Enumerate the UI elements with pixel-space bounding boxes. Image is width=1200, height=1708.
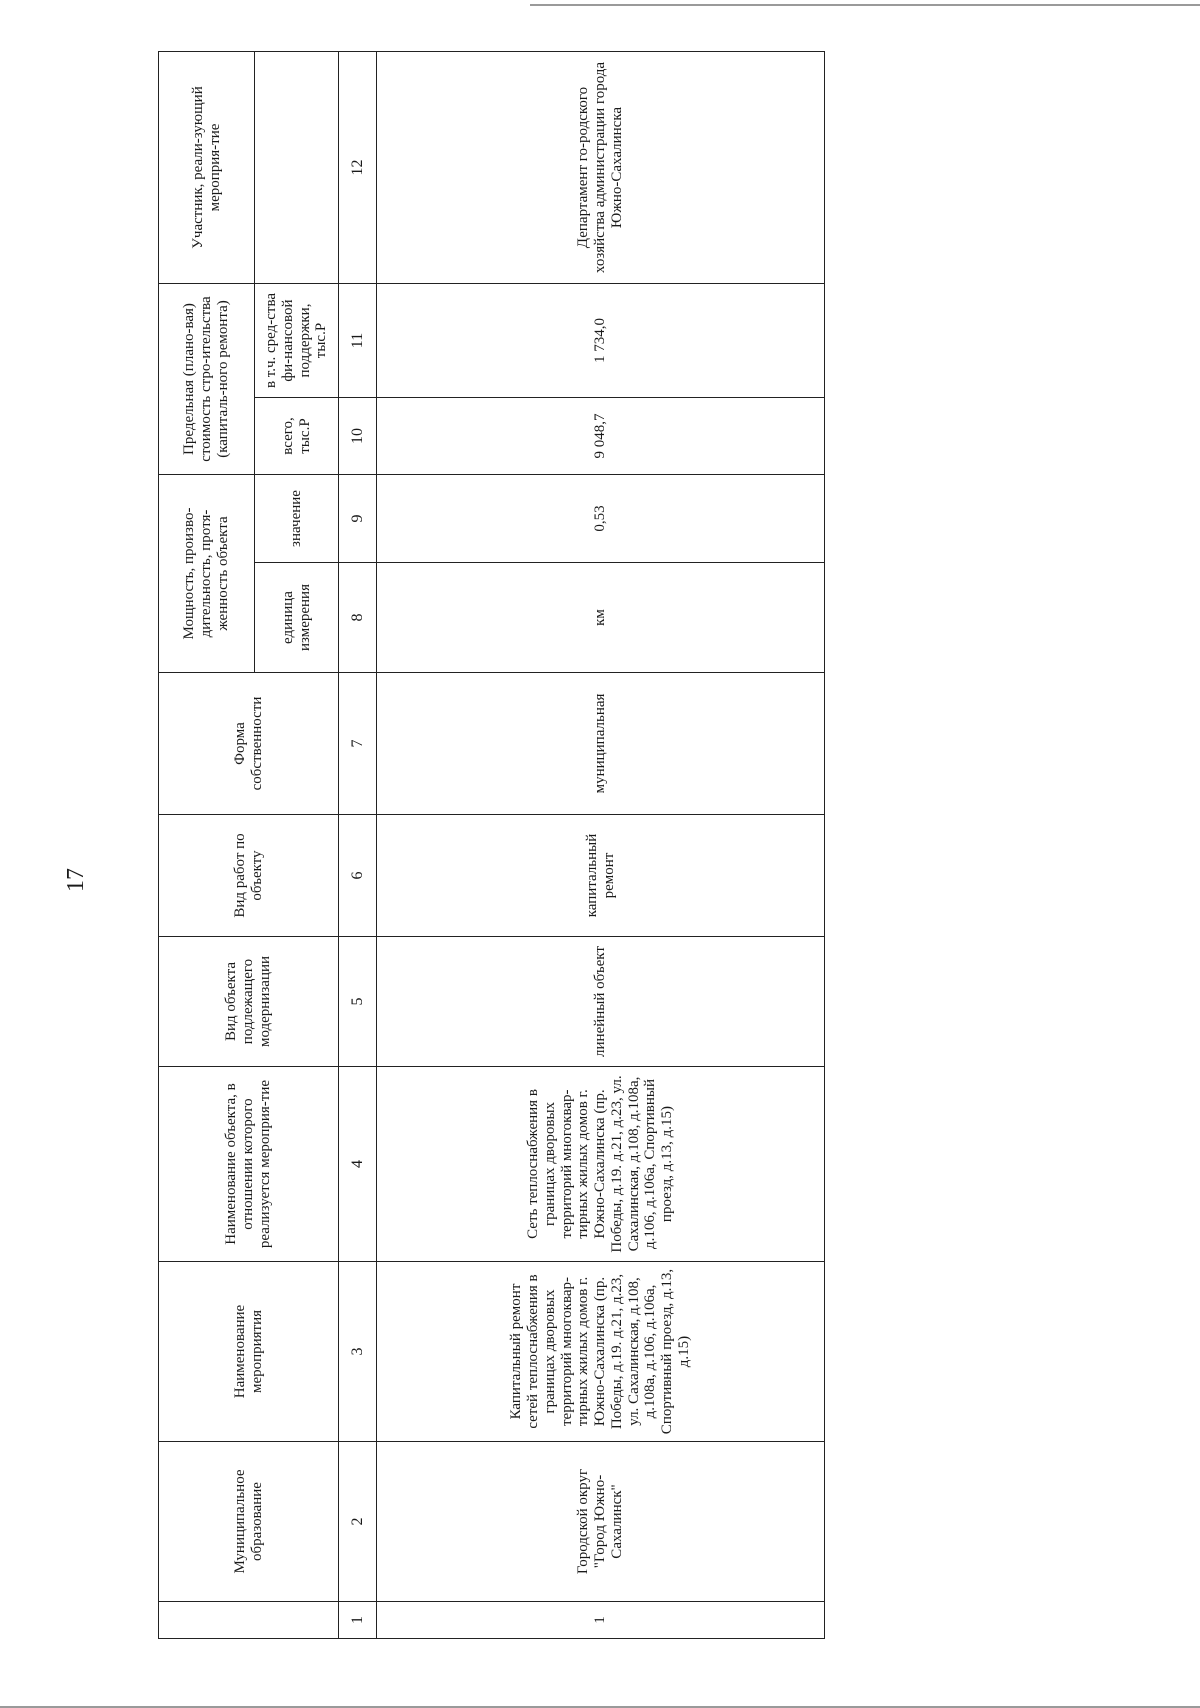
- table-container: [158, 52, 824, 1639]
- header-capacity-value: значение: [255, 475, 339, 563]
- header-cost-group: Предельная (плано-вая) стоимость стро-ительства (капиталь-ного ремонта): [159, 284, 255, 475]
- column-number: 9: [339, 475, 377, 563]
- row-activity-name: Капитальный ремонт сетей теплоснабжения в границах дворовых территорий многоквар-тирных жилых домов г. Южно-Сахалинска (пр. Победы, д.19. д.21, д.23, ул. Сахалинская, д.108, д.108а, д.106, д.106а, Спортивный проезд, д.13, д.15): [377, 1262, 825, 1442]
- column-number: 12: [339, 52, 377, 284]
- header-ownership: Форма собственности: [159, 673, 339, 815]
- header-capacity-unit: единица измерения: [255, 563, 339, 673]
- header-activity-name: Наименование мероприятия: [159, 1262, 339, 1442]
- row-cost-total: 9 048,7: [377, 398, 825, 475]
- column-number-row: [339, 52, 377, 1639]
- column-number: 3: [339, 1262, 377, 1442]
- row-ownership: муниципальная: [377, 673, 825, 815]
- column-number: 10: [339, 398, 377, 475]
- column-number: 11: [339, 284, 377, 398]
- header-object-type: Вид объекта подлежащего модернизации: [159, 937, 339, 1067]
- header-cost-total: всего, тыс.Р: [255, 398, 339, 475]
- header-object-name: Наименование объекта, в отношении которого реализуется мероприя-тие: [159, 1067, 339, 1262]
- program-activity-table: [158, 51, 825, 1639]
- header-participant-blank: [255, 52, 339, 284]
- header-municipality: Муниципальное образование: [159, 1442, 339, 1602]
- header-participant: Участник, реали-зующий мероприя-тие: [159, 52, 255, 284]
- scan-edge-top: [530, 4, 1200, 6]
- row-capacity-unit: км: [377, 563, 825, 673]
- header-index: [159, 1602, 339, 1639]
- rotated-table-frame: [158, 52, 824, 1639]
- column-number: 6: [339, 815, 377, 937]
- header-work-type: Вид работ по объекту: [159, 815, 339, 937]
- row-object-type: линейный объект: [377, 937, 825, 1067]
- column-number: 5: [339, 937, 377, 1067]
- column-number: 1: [339, 1602, 377, 1639]
- header-capacity-group: Мощность, произво-дительность, протя-женность объекта: [159, 475, 255, 673]
- page-number: 17: [62, 868, 89, 892]
- column-number: 4: [339, 1067, 377, 1262]
- row-index: 1: [377, 1602, 825, 1639]
- row-capacity-value: 0,53: [377, 475, 825, 563]
- row-work-type: капитальный ремонт: [377, 815, 825, 937]
- row-object-name: Сеть теплоснабжения в границах дворовых территорий многоквар-тирных жилых домов г. Южно-Сахалинска (пр. Победы, д.19. д.21, д.23, ул. Сахалинская, д.108, д.108а, д.106, д.106а, Спортивный проезд, д.13, д.15): [377, 1067, 825, 1262]
- table-row: [377, 52, 825, 1639]
- row-participant: Департамент го-родского хозяйства администрации города Южно-Сахалинска: [377, 52, 825, 284]
- column-number: 7: [339, 673, 377, 815]
- row-cost-support: 1 734,0: [377, 284, 825, 398]
- column-number: 8: [339, 563, 377, 673]
- column-number: 2: [339, 1442, 377, 1602]
- row-municipality: Городской округ "Город Южно-Сахалинск": [377, 1442, 825, 1602]
- header-cost-support: в т.ч. сред-ства фи-нансовой поддержки, тыс.Р: [255, 284, 339, 398]
